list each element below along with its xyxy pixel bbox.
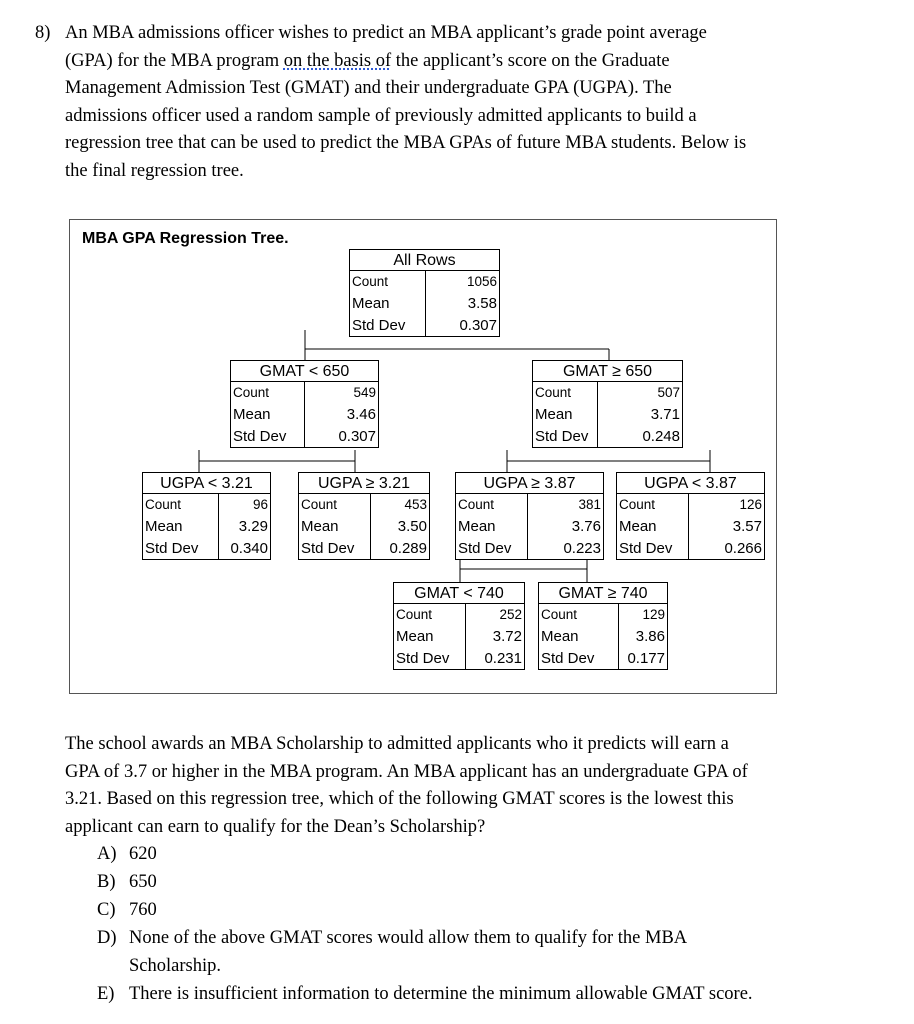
mean-label: Mean bbox=[352, 295, 390, 312]
count-label: Count bbox=[145, 497, 182, 512]
std-dev-label: Std Dev bbox=[619, 540, 673, 557]
node-stats bbox=[538, 604, 668, 670]
node-header: UGPA < 3.87 bbox=[616, 472, 765, 494]
mean-value: 3.29 bbox=[238, 518, 268, 535]
count-value: 126 bbox=[739, 497, 762, 512]
scholarship-paragraph bbox=[65, 731, 865, 841]
mean-label: Mean bbox=[301, 518, 339, 535]
std-dev-value: 0.223 bbox=[563, 540, 601, 557]
question-number: 8) bbox=[35, 23, 51, 43]
count-label: Count bbox=[541, 607, 578, 622]
node-header: UGPA ≥ 3.21 bbox=[298, 472, 430, 494]
mean-value: 3.86 bbox=[635, 628, 665, 645]
question-line: the final regression tree. bbox=[65, 160, 244, 181]
option-letter: C) bbox=[97, 900, 116, 920]
std-dev-value: 0.289 bbox=[389, 540, 427, 557]
tree-node-all-rows bbox=[349, 249, 500, 337]
std-dev-label: Std Dev bbox=[352, 317, 406, 334]
connector-gmat-ge-650-children bbox=[507, 450, 710, 461]
count-value: 507 bbox=[657, 385, 680, 400]
std-dev-value: 0.266 bbox=[724, 540, 762, 557]
question-line: An MBA admissions officer wishes to predict an MBA applicant’s grade point average bbox=[65, 23, 707, 43]
tree-node-gmat-ge-650 bbox=[532, 360, 683, 450]
node-header: GMAT ≥ 650 bbox=[532, 360, 683, 382]
question-line: regression tree that can be used to predict the MBA GPAs of future MBA students. Below is bbox=[65, 133, 747, 154]
mean-value: 3.71 bbox=[650, 406, 680, 423]
paragraph-line: GPA of 3.7 or higher in the MBA program. An MBA applicant has an undergraduate GPA of bbox=[65, 761, 748, 782]
std-dev-label: Std Dev bbox=[535, 428, 589, 445]
question-line-part: (GPA) for the MBA program bbox=[65, 50, 284, 71]
std-dev-label: Std Dev bbox=[396, 650, 450, 667]
node-stats bbox=[393, 604, 525, 670]
std-dev-value: 0.340 bbox=[230, 540, 268, 557]
node-stats bbox=[532, 382, 683, 448]
std-dev-label: Std Dev bbox=[458, 540, 512, 557]
answer-option-d[interactable] bbox=[97, 925, 877, 981]
node-header: All Rows bbox=[349, 249, 500, 271]
option-text: There is insufficient information to determine the minimum allowable GMAT score. bbox=[129, 984, 753, 1004]
mean-value: 3.72 bbox=[492, 628, 522, 645]
option-text: 650 bbox=[129, 872, 157, 892]
count-label: Count bbox=[458, 497, 495, 512]
mean-label: Mean bbox=[396, 628, 434, 645]
node-header: UGPA < 3.21 bbox=[142, 472, 271, 494]
tree-node-ugpa-lt-321 bbox=[142, 472, 271, 560]
answer-option-b[interactable] bbox=[97, 869, 877, 897]
regression-tree-figure bbox=[69, 219, 777, 694]
paragraph-line: applicant can earn to qualify for the Dean’s Scholarship? bbox=[65, 816, 486, 837]
count-value: 453 bbox=[404, 497, 427, 512]
node-stats bbox=[349, 271, 500, 337]
question-line-part: the applicant’s score on the Graduate bbox=[391, 50, 670, 71]
option-letter: D) bbox=[97, 928, 117, 948]
option-letter: A) bbox=[97, 844, 117, 864]
mean-value: 3.46 bbox=[346, 406, 376, 423]
mean-label: Mean bbox=[535, 406, 573, 423]
count-label: Count bbox=[352, 274, 389, 289]
answer-option-a[interactable] bbox=[97, 841, 877, 869]
count-value: 96 bbox=[252, 497, 268, 512]
count-label: Count bbox=[396, 607, 433, 622]
mean-value: 3.50 bbox=[397, 518, 427, 535]
option-text: 620 bbox=[129, 844, 157, 864]
count-value: 381 bbox=[578, 497, 601, 512]
mean-label: Mean bbox=[233, 406, 271, 423]
question-line: admissions officer used a random sample of previously admitted applicants to build a bbox=[65, 105, 697, 126]
std-dev-value: 0.177 bbox=[627, 650, 665, 667]
std-dev-value: 0.231 bbox=[484, 650, 522, 667]
paragraph-line: The school awards an MBA Scholarship to admitted applicants who it predicts will earn a bbox=[65, 734, 729, 754]
answer-option-e[interactable] bbox=[97, 981, 877, 1009]
mean-label: Mean bbox=[145, 518, 183, 535]
paragraph-line: 3.21. Based on this regression tree, which of the following GMAT scores is the lowest this bbox=[65, 789, 734, 810]
count-value: 129 bbox=[642, 607, 665, 622]
question-line bbox=[65, 48, 865, 76]
option-letter: E) bbox=[97, 984, 115, 1004]
std-dev-label: Std Dev bbox=[541, 650, 595, 667]
node-stats bbox=[142, 494, 271, 560]
std-dev-value: 0.307 bbox=[459, 317, 497, 334]
node-stats bbox=[230, 382, 379, 448]
question-line: Management Admission Test (GMAT) and their undergraduate GPA (UGPA). The bbox=[65, 78, 672, 99]
tree-node-ugpa-ge-321 bbox=[298, 472, 430, 560]
node-header: GMAT ≥ 740 bbox=[538, 582, 668, 604]
mean-value: 3.76 bbox=[571, 518, 601, 535]
question-text bbox=[65, 20, 865, 186]
count-label: Count bbox=[301, 497, 338, 512]
tree-node-ugpa-lt-387 bbox=[616, 472, 765, 560]
option-text: 760 bbox=[129, 900, 157, 920]
tree-node-ugpa-ge-387 bbox=[455, 472, 604, 560]
count-label: Count bbox=[233, 385, 270, 400]
node-header: GMAT < 740 bbox=[393, 582, 525, 604]
mean-value: 3.57 bbox=[732, 518, 762, 535]
figure-title: MBA GPA Regression Tree. bbox=[82, 230, 289, 247]
answer-option-c[interactable] bbox=[97, 897, 877, 925]
std-dev-label: Std Dev bbox=[233, 428, 287, 445]
mean-label: Mean bbox=[458, 518, 496, 535]
option-text: None of the above GMAT scores would allow them to qualify for the MBA bbox=[129, 928, 688, 948]
count-label: Count bbox=[535, 385, 572, 400]
connector-gmat-lt-650-children bbox=[199, 450, 355, 461]
tree-node-gmat-lt-650 bbox=[230, 360, 379, 450]
spellcheck-underlined-phrase: on the basis of bbox=[283, 50, 392, 71]
mean-label: Mean bbox=[541, 628, 579, 645]
count-value: 252 bbox=[499, 607, 522, 622]
count-value: 1056 bbox=[466, 274, 497, 289]
std-dev-label: Std Dev bbox=[301, 540, 355, 557]
connector-ugpa-ge-387-children bbox=[460, 560, 587, 569]
tree-node-gmat-lt-740 bbox=[393, 582, 525, 670]
mean-value: 3.58 bbox=[467, 295, 497, 312]
node-stats bbox=[298, 494, 430, 560]
std-dev-value: 0.307 bbox=[338, 428, 376, 445]
node-stats bbox=[455, 494, 604, 560]
mean-label: Mean bbox=[619, 518, 657, 535]
option-letter: B) bbox=[97, 872, 116, 892]
std-dev-label: Std Dev bbox=[145, 540, 199, 557]
count-value: 549 bbox=[353, 385, 376, 400]
node-header: GMAT < 650 bbox=[230, 360, 379, 382]
tree-node-gmat-ge-740 bbox=[538, 582, 668, 670]
node-stats bbox=[616, 494, 765, 560]
node-header: UGPA ≥ 3.87 bbox=[455, 472, 604, 494]
std-dev-value: 0.248 bbox=[642, 428, 680, 445]
option-text-continued: Scholarship. bbox=[129, 955, 221, 976]
count-label: Count bbox=[619, 497, 656, 512]
